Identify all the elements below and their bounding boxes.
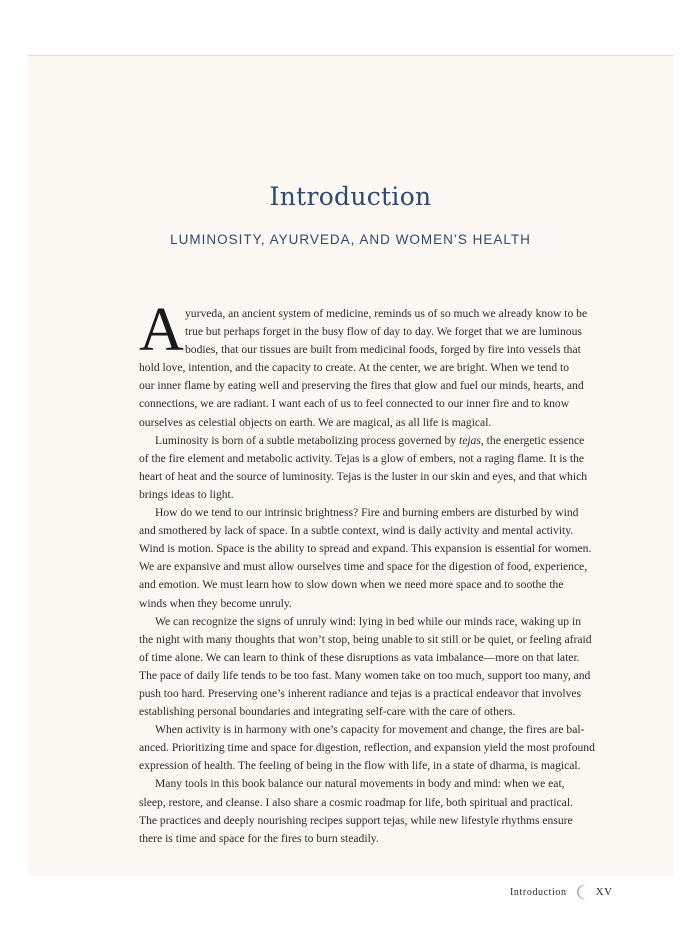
text-line: winds when they become unruly.: [139, 596, 292, 610]
text-line: sleep, restore, and cleanse. I also share a cosmic roadmap for life, both spiritual and practical.: [139, 795, 573, 809]
text-line: and smothered by lack of space. In a subtle context, wind is daily activity and mental activity.: [139, 524, 574, 538]
text-fragment: Luminosity is born of a subtle metabolizing process governed by: [155, 433, 459, 447]
text-line: our inner flame by eating well and preserving the fires that glow and fuel our minds, hearts, and: [139, 379, 584, 393]
page-number: XV: [595, 886, 613, 898]
page-footer: [510, 882, 613, 902]
text-line: How do we tend to our intrinsic brightness? Fire and burning embers are disturbed by wind: [155, 506, 579, 520]
drop-cap: A: [139, 296, 184, 364]
text-line: anced. Prioritizing time and space for digestion, reflection, and expansion yield the most profound: [139, 741, 595, 755]
text-line: push too hard. Preserving one’s inherent radiance and tejas is a practical endeavor that involves: [139, 686, 582, 700]
text-line: ourselves as celestial objects on earth. We are magical, as all life is magical.: [139, 415, 492, 429]
text-line: there is time and space for the fires to burn steadily.: [139, 831, 379, 845]
text-line: When activity is in harmony with one’s capacity for movement and change, the fires are bal-: [155, 723, 585, 737]
text-line: expression of health. The feeling of being in the flow with life, in a state of dharma, is magical.: [139, 759, 581, 773]
body-text: [139, 296, 619, 848]
text-line: The pace of daily life tends to be too fast. Many women take on too much, support too many, and: [139, 668, 591, 682]
text-line: We can recognize the signs of unruly wind: lying in bed while our minds race, waking up in: [155, 614, 582, 628]
text-line: The practices and deeply nourishing recipes support tejas, while new lifestyle rhythms ensure: [139, 813, 573, 827]
running-head: Introduction: [510, 886, 567, 898]
chapter-subtitle: LUMINOSITY, AYURVEDA, AND WOMEN’S HEALTH: [170, 232, 531, 247]
text-line: Many tools in this book balance our natural movements in body and mind: when we eat,: [155, 777, 565, 791]
text-line: and emotion. We must learn how to slow down when we need more space and to soothe the: [139, 578, 564, 592]
text-line: brings ideas to light.: [139, 487, 234, 501]
text-line: of the fire element and metabolic activity. Tejas is a glow of embers, not a raging flame. It is the: [139, 451, 585, 465]
text-line: bodies, that our tissues are built from medicinal foods, forged by fire into vessels that: [185, 343, 581, 357]
italic-term: tejas: [458, 433, 481, 447]
text-line: [139, 432, 619, 450]
text-line: heart of heat and the source of luminosity. Tejas is the luster in our skin and eyes, and that which: [139, 469, 588, 483]
crescent-moon-icon: [576, 884, 590, 900]
text-line: yurveda, an ancient system of medicine, reminds us of so much we already know to be: [185, 307, 588, 320]
text-fragment: , the energetic essence: [480, 433, 585, 447]
text-line: of time alone. We can learn to think of these disruptions as vata imbalance—more on that later.: [139, 650, 580, 664]
text-line: Wind is motion. Space is the ability to spread and expand. This expansion is essential for women.: [139, 542, 592, 556]
text-line: We are expansive and must allow ourselves time and space for the digestion of food, experience,: [139, 560, 588, 574]
book-page: [28, 56, 673, 898]
text-line: establishing personal boundaries and integrating self-care with the care of others.: [139, 705, 516, 719]
chapter-title: Introduction: [269, 182, 432, 211]
text-line: connections, we are radiant. I want each of us to feel connected to our inner fire and to know: [139, 397, 570, 411]
text-line: the night with many thoughts that won’t stop, being unable to sit still or be quiet, or feeling afraid: [139, 632, 592, 646]
text-line: true but perhaps forget in the busy flow of day to day. We forget that we are luminous: [185, 325, 582, 339]
text-line: hold love, intention, and the capacity to create. At the center, we are bright. When we tend to: [139, 361, 570, 375]
